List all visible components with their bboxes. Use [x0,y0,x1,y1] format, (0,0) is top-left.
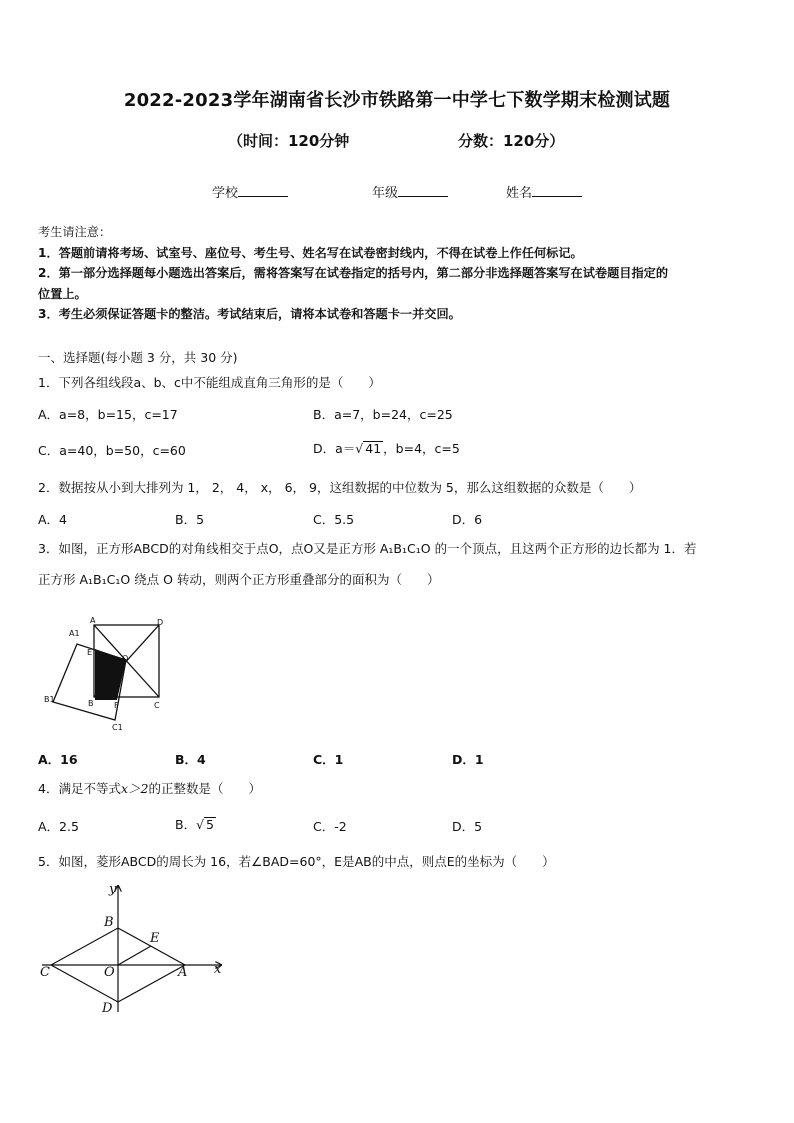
label-c: C [40,965,50,980]
q4-option-b[interactable] [175,815,216,833]
exam-time: （时间：120分钟 [228,132,350,150]
q1-d-radicand: 41 [365,441,382,456]
q3-stem-line2: 正方形 A₁B₁C₁O 绕点 O 转动，则两个正方形重叠部分的面积为（ ） [38,572,440,587]
sqrt-icon: √ [196,817,205,832]
school-label: 学校 [212,186,239,201]
label-d: D [102,1001,113,1016]
q4-option-d[interactable]: D．5 [452,819,483,834]
school-blank[interactable] [238,184,288,197]
label-axis-x: x [214,962,222,977]
label-b: B [88,699,94,708]
segment-oe [118,946,151,965]
q3-figure [36,614,176,738]
label-e: E [87,648,93,657]
name-field[interactable] [506,182,582,201]
name-label: 姓名 [506,186,533,201]
q1-option-b[interactable]: B．a=7，b=24，c=25 [313,407,453,422]
label-d: D [157,618,164,627]
q4-option-a[interactable]: A．2.5 [38,819,79,834]
name-blank[interactable] [532,184,582,197]
q5-stem: 5．如图，菱形ABCD的周长为 16，若∠BAD=60°，E是AB的中点，则点E的坐标为（ ） [38,854,555,869]
label-a: A [90,616,96,625]
notice-block [38,222,760,325]
label-c: C [154,701,160,710]
page-title: 2022-2023学年湖南省长沙市铁路第一中学七下数学期末检测试题 [123,90,671,111]
section-heading: 一、选择题(每小题 3 分，共 30 分) [38,350,238,365]
q4-b-prefix: B． [175,817,197,832]
q1-d-prefix: D．a＝ [313,441,356,456]
q1-stem: 1．下列各组线段a、b、c中不能组成直角三角形的是（ ） [38,375,381,390]
q2-option-a[interactable]: A．4 [38,512,68,527]
q4-b-radicand: 5 [206,817,214,832]
grade-blank[interactable] [398,184,448,197]
q4-stem-pre: 4．满足不等式 [38,781,121,796]
q2-option-b[interactable]: B．5 [175,512,205,527]
q2-option-c[interactable]: C．5.5 [313,512,355,527]
q1-option-a[interactable]: A．a=8，b=15，c=17 [38,407,178,422]
q1-option-c[interactable]: C．a=40，b=50，c=60 [38,443,186,458]
notice-item-2a: 2．第一部分选择题每小题选出答案后，需将答案写在试卷指定的括号内，第二部分非选择题答案写在试卷题目指定的 [38,266,669,280]
q3-option-b[interactable]: B．4 [175,752,206,767]
label-f: F [114,701,119,710]
grade-label: 年级 [372,186,399,201]
grade-field[interactable] [372,182,448,201]
q3-option-a[interactable]: A．16 [38,752,78,767]
sqrt-icon: √ [355,441,364,456]
label-b: B [104,915,114,930]
q3-stem-line1: 3．如图，正方形ABCD的对角线相交于点O，点O又是正方形 A₁B₁C₁O 的一个顶点，且这两个正方形的边长都为 1．若 [38,541,697,556]
label-e: E [150,931,160,946]
notice-heading: 考生请注意： [38,225,112,239]
q4-stem-post: 的正整数是（ ） [148,781,261,796]
label-a: A [178,965,188,980]
label-b1: B1 [44,695,55,704]
q1-option-d[interactable] [313,439,460,457]
notice-item-2b: 位置上。 [38,286,87,301]
label-o: O [104,965,115,980]
notice-item-1: 1．答题前请将考场、试室号、座位号、考生号、姓名写在试卷密封线内，不得在试卷上作任何标记。 [38,245,583,260]
label-axis-y: y [109,882,117,897]
exam-score: 分数：120分） [458,132,565,150]
q4-option-c[interactable]: C．-2 [313,819,347,834]
label-o: O [122,654,129,663]
label-c1: C1 [112,723,123,732]
label-a1: A1 [69,629,80,638]
q4-inequality: x＞2 [120,781,149,796]
q3-option-c[interactable]: C．1 [313,752,344,767]
q2-stem: 2．数据按从小到大排列为 1， 2， 4， x， 6， 9，这组数据的中位数为 5，那么这组数据的众数是（ ） [38,480,642,495]
q4-stem [38,778,760,800]
school-field[interactable] [212,182,288,201]
q5-figure [34,880,234,1020]
q1-d-suffix: ，b=4，c=5 [383,441,460,456]
notice-item-3: 3．考生必须保证答题卡的整洁。考试结束后，请将本试卷和答题卡一并交回。 [38,307,461,321]
q2-option-d[interactable]: D．6 [452,512,483,527]
q3-option-d[interactable]: D．1 [452,752,484,767]
